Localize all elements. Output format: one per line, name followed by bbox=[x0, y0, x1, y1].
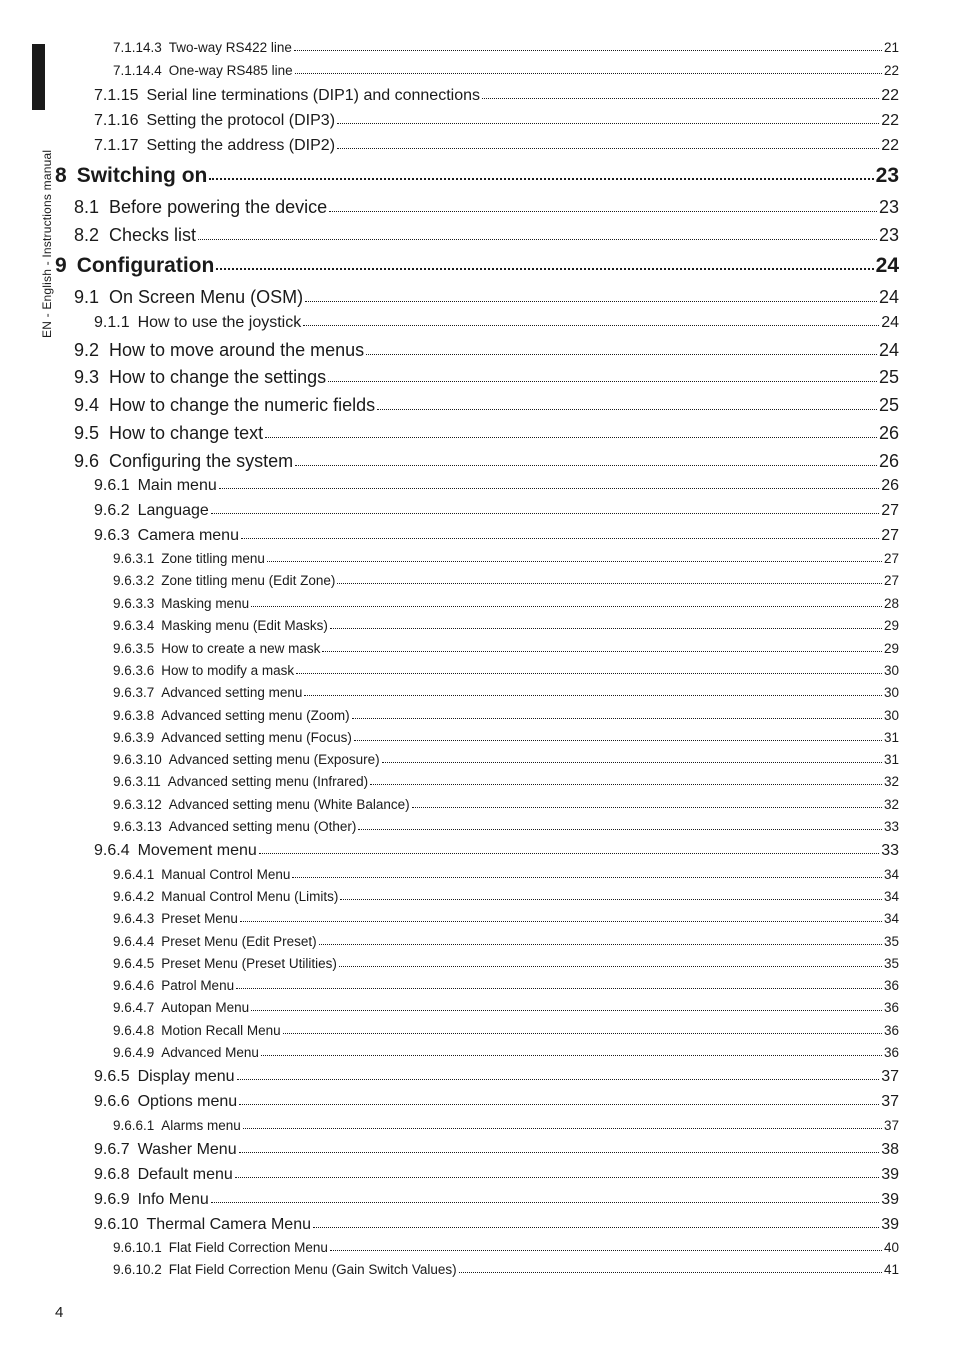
toc-entry-number: 9.6.3.9 bbox=[113, 730, 155, 745]
toc-entry-number: 9.6.4.5 bbox=[113, 956, 155, 971]
toc-entry[interactable] bbox=[113, 618, 899, 633]
toc-entry[interactable] bbox=[113, 956, 899, 971]
toc-entry[interactable] bbox=[113, 889, 899, 904]
toc-dot-leader bbox=[322, 651, 882, 652]
toc-entry-number: 9.6.3.2 bbox=[113, 573, 155, 588]
toc-dot-leader bbox=[295, 73, 882, 74]
toc-entry[interactable] bbox=[94, 1068, 899, 1086]
toc-dot-leader bbox=[236, 988, 882, 989]
toc-dot-leader bbox=[267, 561, 882, 562]
toc-entry-page: 40 bbox=[883, 1240, 899, 1255]
toc-entry-title: Setting the address (DIP2) bbox=[146, 137, 336, 154]
toc-entry-title: Autopan Menu bbox=[161, 1000, 250, 1015]
toc-entry[interactable] bbox=[113, 1118, 899, 1133]
toc-entry[interactable] bbox=[113, 1240, 899, 1255]
toc-entry-number: 8.1 bbox=[74, 197, 100, 217]
toc-entry-page: 25 bbox=[878, 395, 899, 415]
toc-entry-number: 9.6.3.13 bbox=[113, 819, 162, 834]
toc-entry-title: Advanced Menu bbox=[161, 1045, 259, 1060]
toc-entry-number: 7.1.16 bbox=[94, 112, 139, 129]
toc-entry-number: 9.6.10.2 bbox=[113, 1262, 162, 1277]
toc-entry-number: 9.6.6 bbox=[94, 1093, 130, 1110]
toc-dot-leader bbox=[313, 1227, 879, 1228]
toc-entry-title: Advanced setting menu (Zoom) bbox=[161, 708, 350, 723]
toc-entry-title: Serial line terminations (DIP1) and connections bbox=[146, 87, 480, 104]
toc-entry-title: Setting the protocol (DIP3) bbox=[146, 112, 336, 129]
toc-entry-title: Zone titling menu bbox=[161, 551, 265, 566]
toc-entry-page: 39 bbox=[881, 1216, 899, 1233]
toc-entry[interactable] bbox=[113, 819, 899, 834]
toc-entry-title: Motion Recall Menu bbox=[161, 1023, 281, 1038]
toc-entry-title: Alarms menu bbox=[161, 1118, 241, 1133]
toc-entry-page: 41 bbox=[883, 1262, 899, 1277]
toc-entry-number: 9.6.10.1 bbox=[113, 1240, 162, 1255]
toc-entry-number: 9.6.10 bbox=[94, 1216, 139, 1233]
toc-entry[interactable] bbox=[94, 502, 899, 520]
toc-entry-page: 35 bbox=[883, 956, 899, 971]
toc-entry[interactable] bbox=[74, 451, 899, 472]
toc-dot-leader bbox=[337, 583, 882, 584]
toc-entry-title: Preset Menu (Preset Utilities) bbox=[161, 956, 337, 971]
toc-entry-title: How to modify a mask bbox=[161, 663, 295, 678]
toc-entry-page: 36 bbox=[883, 1000, 899, 1015]
toc-entry-title: Configuring the system bbox=[109, 451, 294, 471]
toc-entry-title: Manual Control Menu (Limits) bbox=[161, 889, 339, 904]
toc-entry-page: 33 bbox=[883, 819, 899, 834]
toc-entry[interactable] bbox=[113, 797, 899, 812]
toc-dot-leader bbox=[251, 1010, 882, 1011]
toc-entry[interactable] bbox=[55, 254, 899, 278]
toc-entry-title: Configuration bbox=[76, 254, 215, 277]
toc-entry-title: Advanced setting menu bbox=[161, 685, 303, 700]
toc-entry-number: 9.6.3.3 bbox=[113, 596, 155, 611]
toc-entry[interactable] bbox=[74, 197, 899, 218]
toc-entry-page: 37 bbox=[881, 1093, 899, 1110]
toc-entry[interactable] bbox=[113, 752, 899, 767]
toc-entry[interactable] bbox=[113, 1000, 899, 1015]
toc-entry-number: 7.1.17 bbox=[94, 137, 139, 154]
toc-entry-number: 9.6.4.8 bbox=[113, 1023, 155, 1038]
toc-entry[interactable] bbox=[113, 730, 899, 745]
toc-entry-title: Masking menu bbox=[161, 596, 250, 611]
toc-dot-leader bbox=[352, 718, 882, 719]
toc-entry-page: 33 bbox=[881, 842, 899, 859]
toc-entry-title: Advanced setting menu (Focus) bbox=[161, 730, 352, 745]
toc-entry-number: 9.5 bbox=[74, 423, 100, 443]
toc-dot-leader bbox=[459, 1272, 882, 1273]
toc-entry-page: 25 bbox=[878, 367, 899, 387]
toc-entry[interactable] bbox=[113, 708, 899, 723]
toc-entry[interactable] bbox=[94, 314, 899, 332]
toc-entry-page: 34 bbox=[883, 867, 899, 882]
toc-dot-leader bbox=[265, 437, 877, 438]
toc-dot-leader bbox=[295, 465, 877, 466]
toc-entry-title: How to create a new mask bbox=[161, 641, 321, 656]
toc-entry-page: 26 bbox=[878, 423, 899, 443]
toc-entry-page: 29 bbox=[883, 618, 899, 633]
toc-entry[interactable] bbox=[113, 1045, 899, 1060]
toc-dot-leader bbox=[241, 538, 879, 539]
side-tab-marker bbox=[32, 44, 45, 110]
toc-entry-number: 8 bbox=[55, 164, 67, 187]
toc-entry-number: 9.6.3.6 bbox=[113, 663, 155, 678]
toc-entry[interactable] bbox=[113, 596, 899, 611]
toc-entry-number: 9.1.1 bbox=[94, 314, 130, 331]
toc-entry-title: Main menu bbox=[137, 477, 217, 494]
toc-entry-title: Advanced setting menu (Infrared) bbox=[167, 774, 369, 789]
toc-entry-page: 32 bbox=[883, 774, 899, 789]
toc-entry[interactable] bbox=[94, 1141, 899, 1159]
page-number: 4 bbox=[55, 1304, 64, 1321]
toc-entry[interactable] bbox=[113, 663, 899, 678]
toc-dot-leader bbox=[261, 1055, 882, 1056]
toc-entry-number: 9.6.9 bbox=[94, 1191, 130, 1208]
toc-dot-leader bbox=[296, 673, 882, 674]
toc-entry[interactable] bbox=[74, 423, 899, 444]
toc-entry-number: 9.6.3.12 bbox=[113, 797, 162, 812]
toc-entry-title: Language bbox=[137, 502, 209, 519]
toc-entry-page: 27 bbox=[881, 502, 899, 519]
toc-entry-number: 9.6.7 bbox=[94, 1141, 130, 1158]
toc-entry-title: Flat Field Correction Menu bbox=[168, 1240, 328, 1255]
toc-dot-leader bbox=[358, 829, 882, 830]
toc-entry-page: 39 bbox=[881, 1166, 899, 1183]
toc-entry-page: 22 bbox=[881, 87, 899, 104]
toc-entry-title: Washer Menu bbox=[137, 1141, 237, 1158]
toc-entry-page: 31 bbox=[883, 730, 899, 745]
toc-dot-leader bbox=[337, 148, 879, 149]
toc-entry-title: Options menu bbox=[137, 1093, 238, 1110]
toc-entry-page: 23 bbox=[878, 225, 899, 245]
toc-entry[interactable] bbox=[113, 40, 899, 55]
toc-entry-title: How to use the joystick bbox=[137, 314, 302, 331]
toc-entry-title: Camera menu bbox=[137, 527, 239, 544]
toc-entry-number: 7.1.15 bbox=[94, 87, 139, 104]
toc-dot-leader bbox=[412, 807, 882, 808]
toc-entry-title: Patrol Menu bbox=[161, 978, 235, 993]
toc-entry-title: Advanced setting menu (Other) bbox=[168, 819, 357, 834]
toc-entry[interactable] bbox=[94, 477, 899, 495]
toc-entry-page: 32 bbox=[883, 797, 899, 812]
toc-entry-title: Thermal Camera Menu bbox=[146, 1216, 311, 1233]
toc-dot-leader bbox=[337, 123, 879, 124]
toc-entry-page: 35 bbox=[883, 934, 899, 949]
toc-entry-title: Manual Control Menu bbox=[161, 867, 291, 882]
toc-entry-page: 28 bbox=[883, 596, 899, 611]
toc-entry-title: How to change text bbox=[109, 423, 264, 443]
toc-entry-page: 27 bbox=[883, 551, 899, 566]
toc-entry-number: 9.6.4.2 bbox=[113, 889, 155, 904]
toc-entry-page: 36 bbox=[883, 1023, 899, 1038]
toc-entry-page: 37 bbox=[881, 1068, 899, 1085]
toc-entry-number: 9.6.3.11 bbox=[113, 774, 161, 789]
toc-entry-number: 9.6.4.1 bbox=[113, 867, 155, 882]
toc-entry-number: 9.6.3.10 bbox=[113, 752, 162, 767]
toc-entry[interactable] bbox=[113, 63, 899, 78]
toc-dot-leader bbox=[209, 178, 873, 180]
toc-dot-leader bbox=[330, 628, 882, 629]
toc-dot-leader bbox=[339, 966, 882, 967]
toc-entry-title: Switching on bbox=[76, 164, 208, 187]
toc-dot-leader bbox=[251, 606, 882, 607]
toc-entry-number: 9.6.4.7 bbox=[113, 1000, 155, 1015]
toc-entry-number: 9.6.3 bbox=[94, 527, 130, 544]
toc-entry-number: 9.2 bbox=[74, 340, 100, 360]
toc-entry[interactable] bbox=[94, 1093, 899, 1111]
toc-entry-title: Preset Menu bbox=[161, 911, 238, 926]
toc-dot-leader bbox=[294, 50, 882, 51]
toc-dot-leader bbox=[304, 695, 882, 696]
toc-entry-number: 7.1.14.3 bbox=[113, 40, 162, 55]
toc-dot-leader bbox=[328, 381, 877, 382]
toc-entry-number: 9.1 bbox=[74, 287, 100, 307]
toc-dot-leader bbox=[239, 1152, 880, 1153]
toc-entry-title: Zone titling menu (Edit Zone) bbox=[161, 573, 336, 588]
toc-entry[interactable] bbox=[113, 934, 899, 949]
toc-entry-title: Preset Menu (Edit Preset) bbox=[161, 934, 317, 949]
toc-dot-leader bbox=[330, 1250, 882, 1251]
toc-entry-page: 22 bbox=[883, 63, 899, 78]
toc-dot-leader bbox=[243, 1128, 882, 1129]
toc-entry-page: 30 bbox=[883, 663, 899, 678]
toc-entry-page: 22 bbox=[881, 137, 899, 154]
toc-dot-leader bbox=[259, 853, 879, 854]
side-language-label: EN - English - Instructions manual bbox=[40, 149, 54, 338]
toc-entry-title: How to change the settings bbox=[109, 367, 327, 387]
toc-entry-number: 9.6.4.3 bbox=[113, 911, 155, 926]
toc-dot-leader bbox=[240, 921, 882, 922]
toc-dot-leader bbox=[370, 784, 882, 785]
toc-entry-number: 9.6.8 bbox=[94, 1166, 130, 1183]
toc-entry-number: 9.6.3.7 bbox=[113, 685, 155, 700]
toc-entry[interactable] bbox=[113, 573, 899, 588]
toc-entry-title: Masking menu (Edit Masks) bbox=[161, 618, 328, 633]
toc-entry-title: Display menu bbox=[137, 1068, 235, 1085]
toc-entry[interactable] bbox=[113, 685, 899, 700]
toc-dot-leader bbox=[211, 1202, 879, 1203]
toc-entry-page: 39 bbox=[881, 1191, 899, 1208]
toc-entry-number: 9.6.1 bbox=[94, 477, 130, 494]
toc-entry-number: 9.6.6.1 bbox=[113, 1118, 155, 1133]
toc-entry-number: 9.6.3.4 bbox=[113, 618, 155, 633]
toc-entry[interactable] bbox=[113, 1262, 899, 1277]
toc-entry[interactable] bbox=[94, 1191, 899, 1209]
toc-entry-title: On Screen Menu (OSM) bbox=[109, 287, 304, 307]
toc-entry-title: Default menu bbox=[137, 1166, 233, 1183]
toc-entry-page: 29 bbox=[883, 641, 899, 656]
toc-dot-leader bbox=[340, 899, 882, 900]
toc-entry-page: 26 bbox=[881, 477, 899, 494]
toc-dot-leader bbox=[319, 944, 882, 945]
toc-dot-leader bbox=[482, 98, 879, 99]
toc-entry-page: 23 bbox=[878, 197, 899, 217]
toc-entry-page: 24 bbox=[878, 340, 899, 360]
toc-entry[interactable] bbox=[113, 867, 899, 882]
toc-dot-leader bbox=[235, 1177, 879, 1178]
toc-dot-leader bbox=[216, 268, 873, 270]
toc-entry-page: 37 bbox=[883, 1118, 899, 1133]
toc-entry-page: 23 bbox=[875, 164, 899, 187]
toc-entry[interactable] bbox=[113, 641, 899, 656]
toc-entry-number: 9.3 bbox=[74, 367, 100, 387]
toc-entry[interactable] bbox=[113, 774, 899, 789]
toc-entry-title: How to move around the menus bbox=[109, 340, 365, 360]
toc-entry-number: 9.6 bbox=[74, 451, 100, 471]
toc-entry-page: 21 bbox=[883, 40, 899, 55]
toc-entry-page: 24 bbox=[878, 287, 899, 307]
toc-dot-leader bbox=[211, 513, 879, 514]
toc-dot-leader bbox=[237, 1079, 880, 1080]
toc-entry-title: Info Menu bbox=[137, 1191, 209, 1208]
toc-entry-title: Advanced setting menu (Exposure) bbox=[168, 752, 380, 767]
toc-entry-page: 30 bbox=[883, 685, 899, 700]
toc-entry[interactable] bbox=[74, 287, 899, 308]
toc-entry-title: Advanced setting menu (White Balance) bbox=[168, 797, 410, 812]
toc-entry-number: 9.6.4.6 bbox=[113, 978, 155, 993]
toc-entry[interactable] bbox=[113, 911, 899, 926]
toc-entry[interactable] bbox=[74, 367, 899, 388]
toc-entry-number: 9 bbox=[55, 254, 67, 277]
toc-entry-page: 26 bbox=[878, 451, 899, 471]
toc-dot-leader bbox=[283, 1033, 882, 1034]
toc-entry[interactable] bbox=[94, 1166, 899, 1184]
toc-entry[interactable] bbox=[94, 87, 899, 105]
toc-entry[interactable] bbox=[94, 112, 899, 130]
toc-dot-leader bbox=[219, 488, 879, 489]
toc-dot-leader bbox=[292, 877, 882, 878]
toc-entry-number: 9.6.3.1 bbox=[113, 551, 155, 566]
toc-dot-leader bbox=[303, 325, 879, 326]
toc-entry-title: Two-way RS422 line bbox=[168, 40, 292, 55]
toc-dot-leader bbox=[377, 409, 877, 410]
toc-entry-title: One-way RS485 line bbox=[168, 63, 293, 78]
toc-dot-leader bbox=[198, 239, 877, 240]
toc-entry[interactable] bbox=[113, 978, 899, 993]
toc-dot-leader bbox=[305, 301, 877, 302]
toc-entry[interactable] bbox=[113, 1023, 899, 1038]
toc-entry-page: 24 bbox=[875, 254, 899, 277]
toc-entry-title: Movement menu bbox=[137, 842, 257, 859]
toc-entry[interactable] bbox=[55, 164, 899, 188]
toc-entry-page: 27 bbox=[881, 527, 899, 544]
toc-entry-page: 30 bbox=[883, 708, 899, 723]
toc-entry-number: 9.6.5 bbox=[94, 1068, 130, 1085]
toc-entry[interactable] bbox=[94, 1216, 899, 1234]
toc-entry-number: 8.2 bbox=[74, 225, 100, 245]
toc-entry-title: How to change the numeric fields bbox=[109, 395, 376, 415]
toc-entry-number: 9.4 bbox=[74, 395, 100, 415]
toc-dot-leader bbox=[239, 1104, 879, 1105]
toc-dot-leader bbox=[382, 762, 882, 763]
toc-entry-title: Checks list bbox=[109, 225, 197, 245]
toc-entry-page: 36 bbox=[883, 978, 899, 993]
toc-entry-number: 9.6.4.9 bbox=[113, 1045, 155, 1060]
toc-entry-number: 7.1.14.4 bbox=[113, 63, 162, 78]
toc-entry[interactable] bbox=[74, 340, 899, 361]
toc-entry-page: 38 bbox=[881, 1141, 899, 1158]
toc-entry-title: Flat Field Correction Menu (Gain Switch Values) bbox=[168, 1262, 457, 1277]
toc-entry[interactable] bbox=[94, 527, 899, 545]
toc-entry[interactable] bbox=[94, 842, 899, 860]
toc-entry-page: 31 bbox=[883, 752, 899, 767]
toc-entry-page: 22 bbox=[881, 112, 899, 129]
toc-dot-leader bbox=[354, 740, 882, 741]
toc-entry-number: 9.6.3.8 bbox=[113, 708, 155, 723]
toc-entry-page: 34 bbox=[883, 889, 899, 904]
toc-dot-leader bbox=[366, 354, 877, 355]
toc-entry-number: 9.6.3.5 bbox=[113, 641, 155, 656]
toc-entry-number: 9.6.2 bbox=[94, 502, 130, 519]
toc-entry[interactable] bbox=[74, 395, 899, 416]
toc-entry-page: 34 bbox=[883, 911, 899, 926]
toc-entry[interactable] bbox=[94, 137, 899, 155]
toc-entry-page: 27 bbox=[883, 573, 899, 588]
toc-dot-leader bbox=[329, 211, 877, 212]
toc-entry-page: 24 bbox=[881, 314, 899, 331]
toc-entry-number: 9.6.4 bbox=[94, 842, 130, 859]
toc-entry[interactable] bbox=[74, 225, 899, 246]
toc-entry[interactable] bbox=[113, 551, 899, 566]
toc-entry-title: Before powering the device bbox=[109, 197, 328, 217]
toc-entry-number: 9.6.4.4 bbox=[113, 934, 155, 949]
toc-entry-page: 36 bbox=[883, 1045, 899, 1060]
